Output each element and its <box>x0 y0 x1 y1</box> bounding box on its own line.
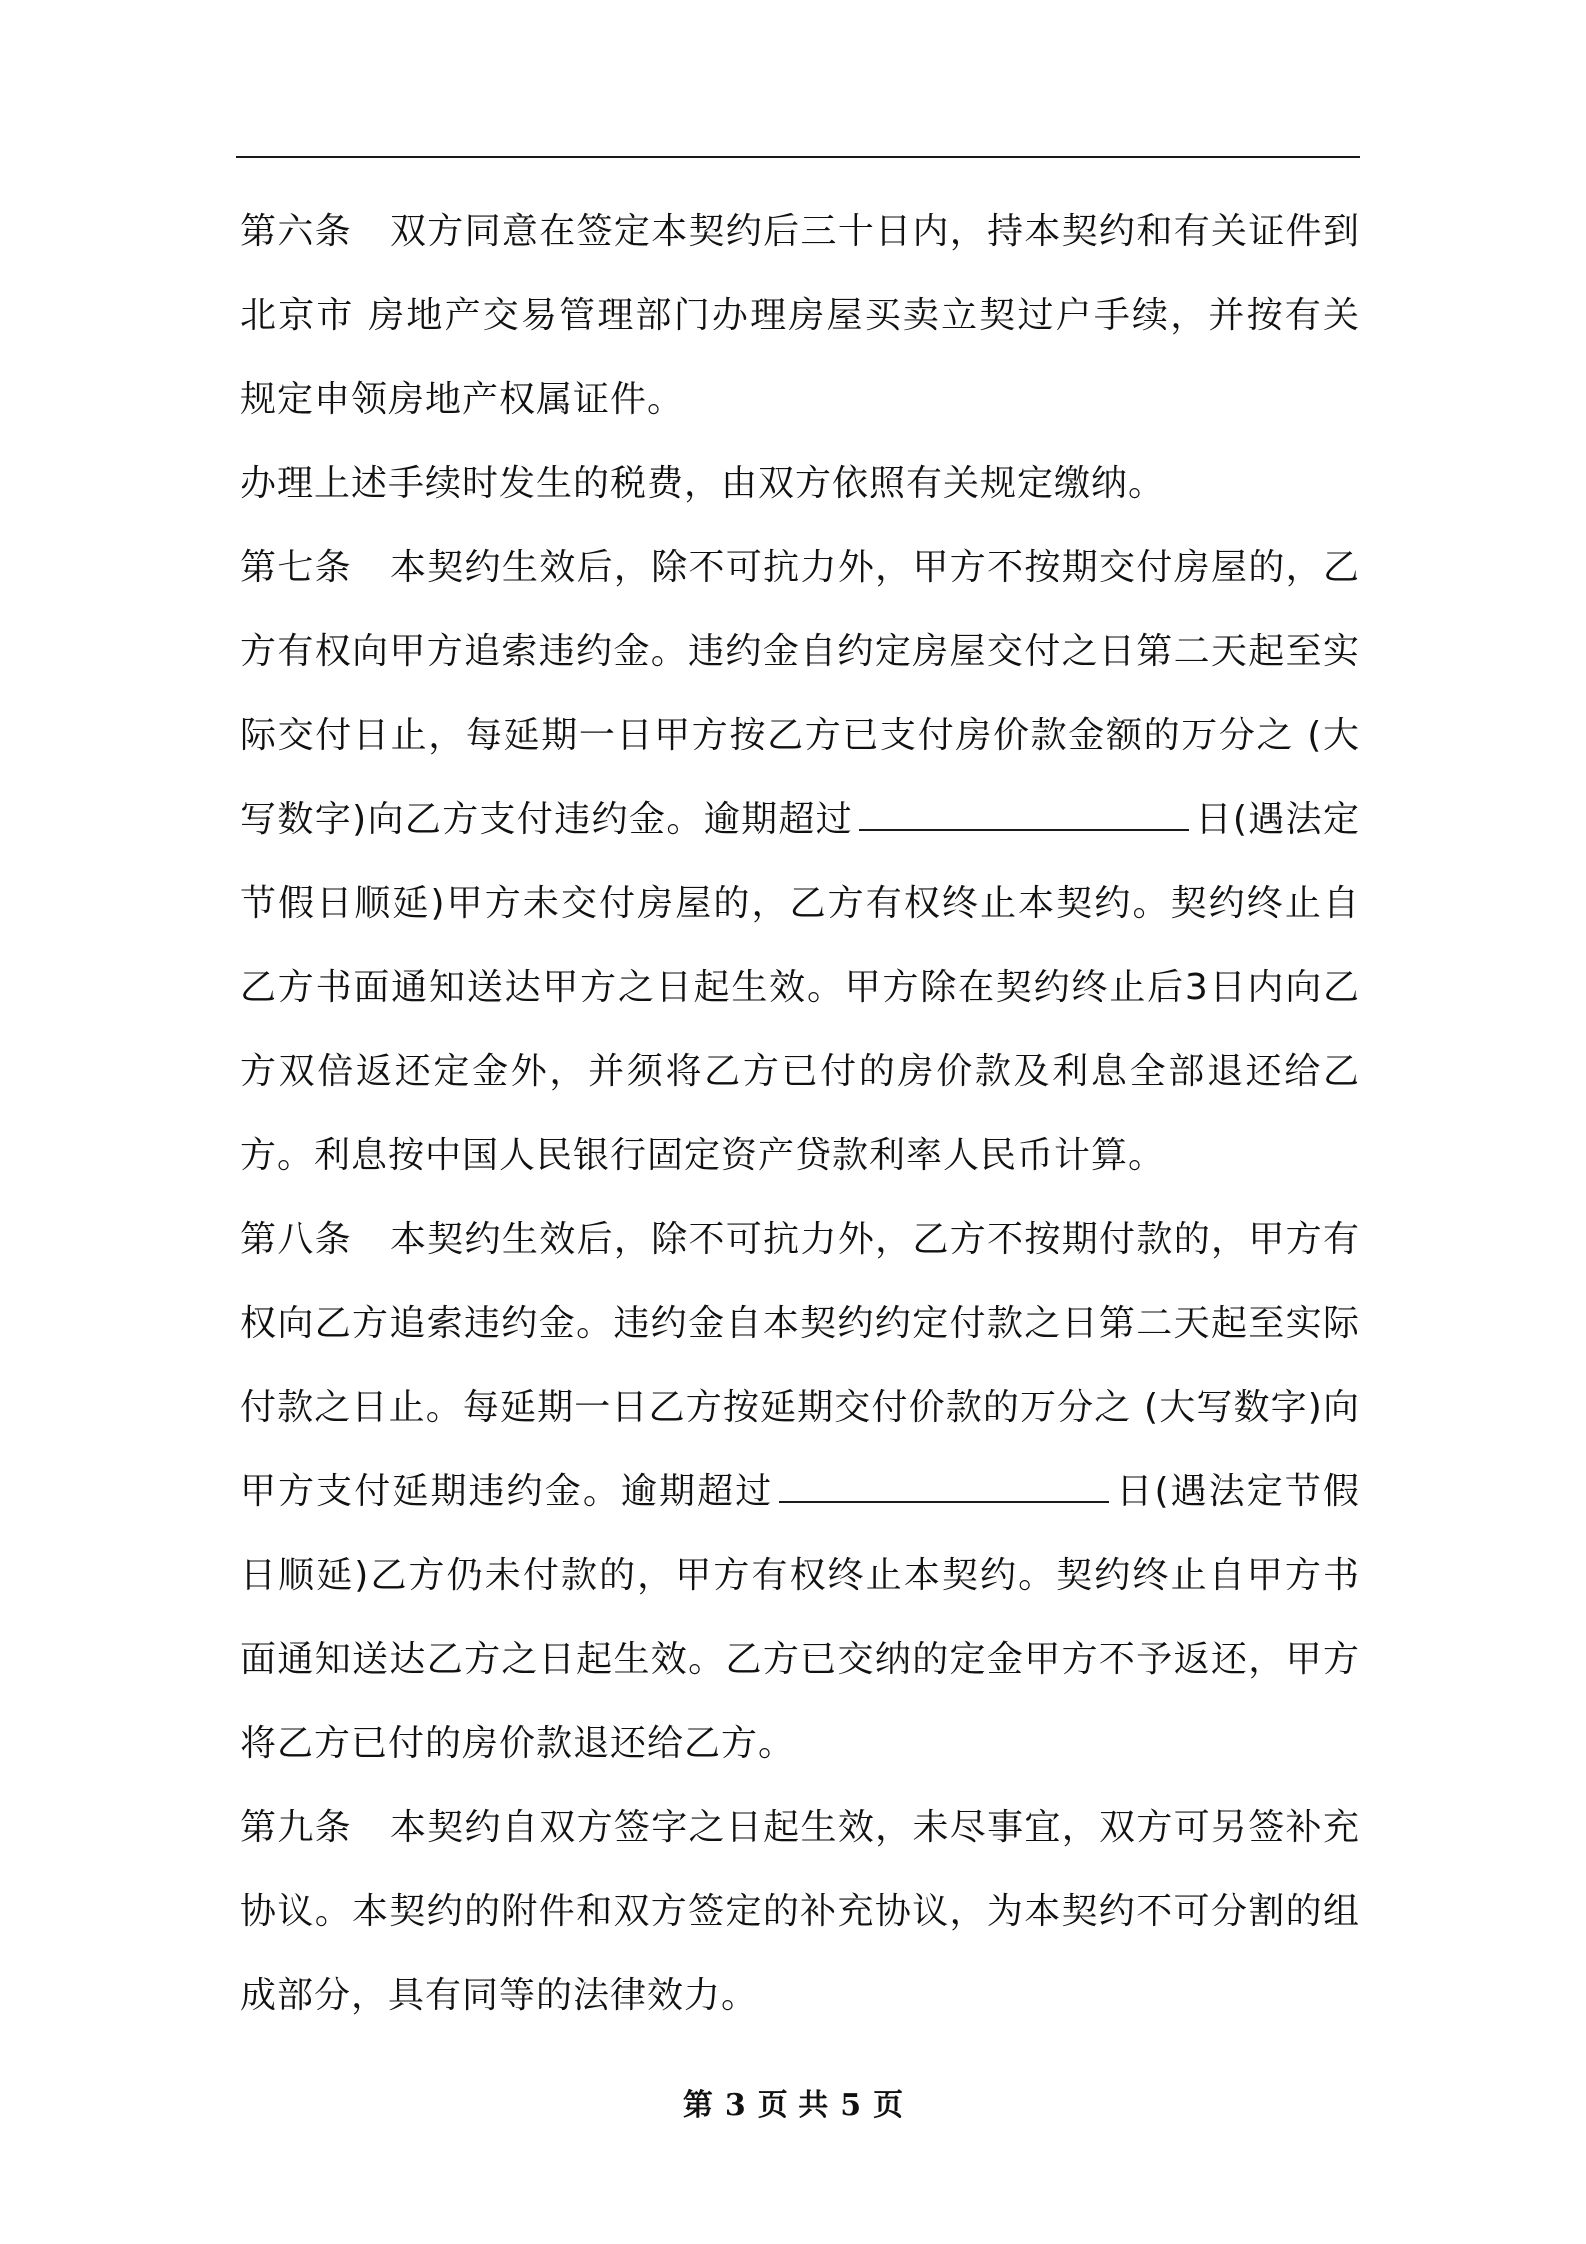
article-8-days-blank <box>779 1471 1109 1503</box>
article-8 <box>240 1198 1360 1786</box>
article-6-taxes <box>240 442 1360 526</box>
footer-prefix: 第 <box>682 2088 713 2123</box>
article-8-text-after-blank: 日(遇法定节假日顺延)乙方仍未付款的，甲方有权终止本契约。契约终止自甲方书面通知送达乙方之日起生效。乙方已交纳的定金甲方不予返还，甲方将乙方已付的房价款退还给乙方。 <box>240 1471 1360 1764</box>
article-6-text: 双方同意在签定本契约后三十日内，持本契约和有关证件到北京市 房地产交易管理部门办理房屋买卖立契过户手续，并按有关规定申领房地产权属证件。 <box>240 211 1360 420</box>
article-7-text-before-blank: 本契约生效后，除不可抗力外，甲方不按期交付房屋的，乙方有权向甲方追索违约金。违约金自约定房屋交付之日第二天起至实际交付日止，每延期一日甲方按乙方已支付房价款金额的万分之 (大写数字)向乙方支付违约金。逾期超过 <box>240 547 1360 840</box>
article-7-text-after-blank: 日(遇法定节假日顺延)甲方未交付房屋的，乙方有权终止本契约。契约终止自乙方书面通知送达甲方之日起生效。甲方除在契约终止后3日内向乙方双倍返还定金外，并须将乙方已付的房价款及利息全部退还给乙方。利息按中国人民银行固定资产贷款利率人民币计算。 <box>240 799 1360 1176</box>
article-7-days-blank <box>859 799 1189 831</box>
article-8-lead: 第八条 <box>240 1219 352 1260</box>
page-number-footer <box>0 2080 1586 2124</box>
article-9-text: 本契约自双方签字之日起生效，未尽事宜，双方可另签补充协议。本契约的附件和双方签定的补充协议，为本契约不可分割的组成部分，具有同等的法律效力。 <box>240 1807 1360 2016</box>
footer-suffix: 页 <box>873 2088 904 2123</box>
header-divider <box>236 156 1360 158</box>
article-7 <box>240 526 1360 1198</box>
article-6 <box>240 190 1360 442</box>
article-9-lead: 第九条 <box>240 1807 352 1848</box>
footer-total-pages: 5 <box>840 2088 862 2123</box>
document-body <box>240 190 1360 2038</box>
article-9 <box>240 1786 1360 2038</box>
article-6-lead: 第六条 <box>240 211 352 252</box>
article-7-lead: 第七条 <box>240 547 352 588</box>
footer-current-page: 3 <box>724 2088 746 2123</box>
footer-middle: 页 共 <box>757 2088 829 2123</box>
article-6-taxes-text: 办理上述手续时发生的税费，由双方依照有关规定缴纳。 <box>240 463 1166 504</box>
article-8-text-before-blank: 本契约生效后，除不可抗力外，乙方不按期付款的，甲方有权向乙方追索违约金。违约金自本契约约定付款之日第二天起至实际付款之日止。每延期一日乙方按延期交付价款的万分之 (大写数字)向甲方支付延期违约金。逾期超过 <box>240 1219 1360 1512</box>
